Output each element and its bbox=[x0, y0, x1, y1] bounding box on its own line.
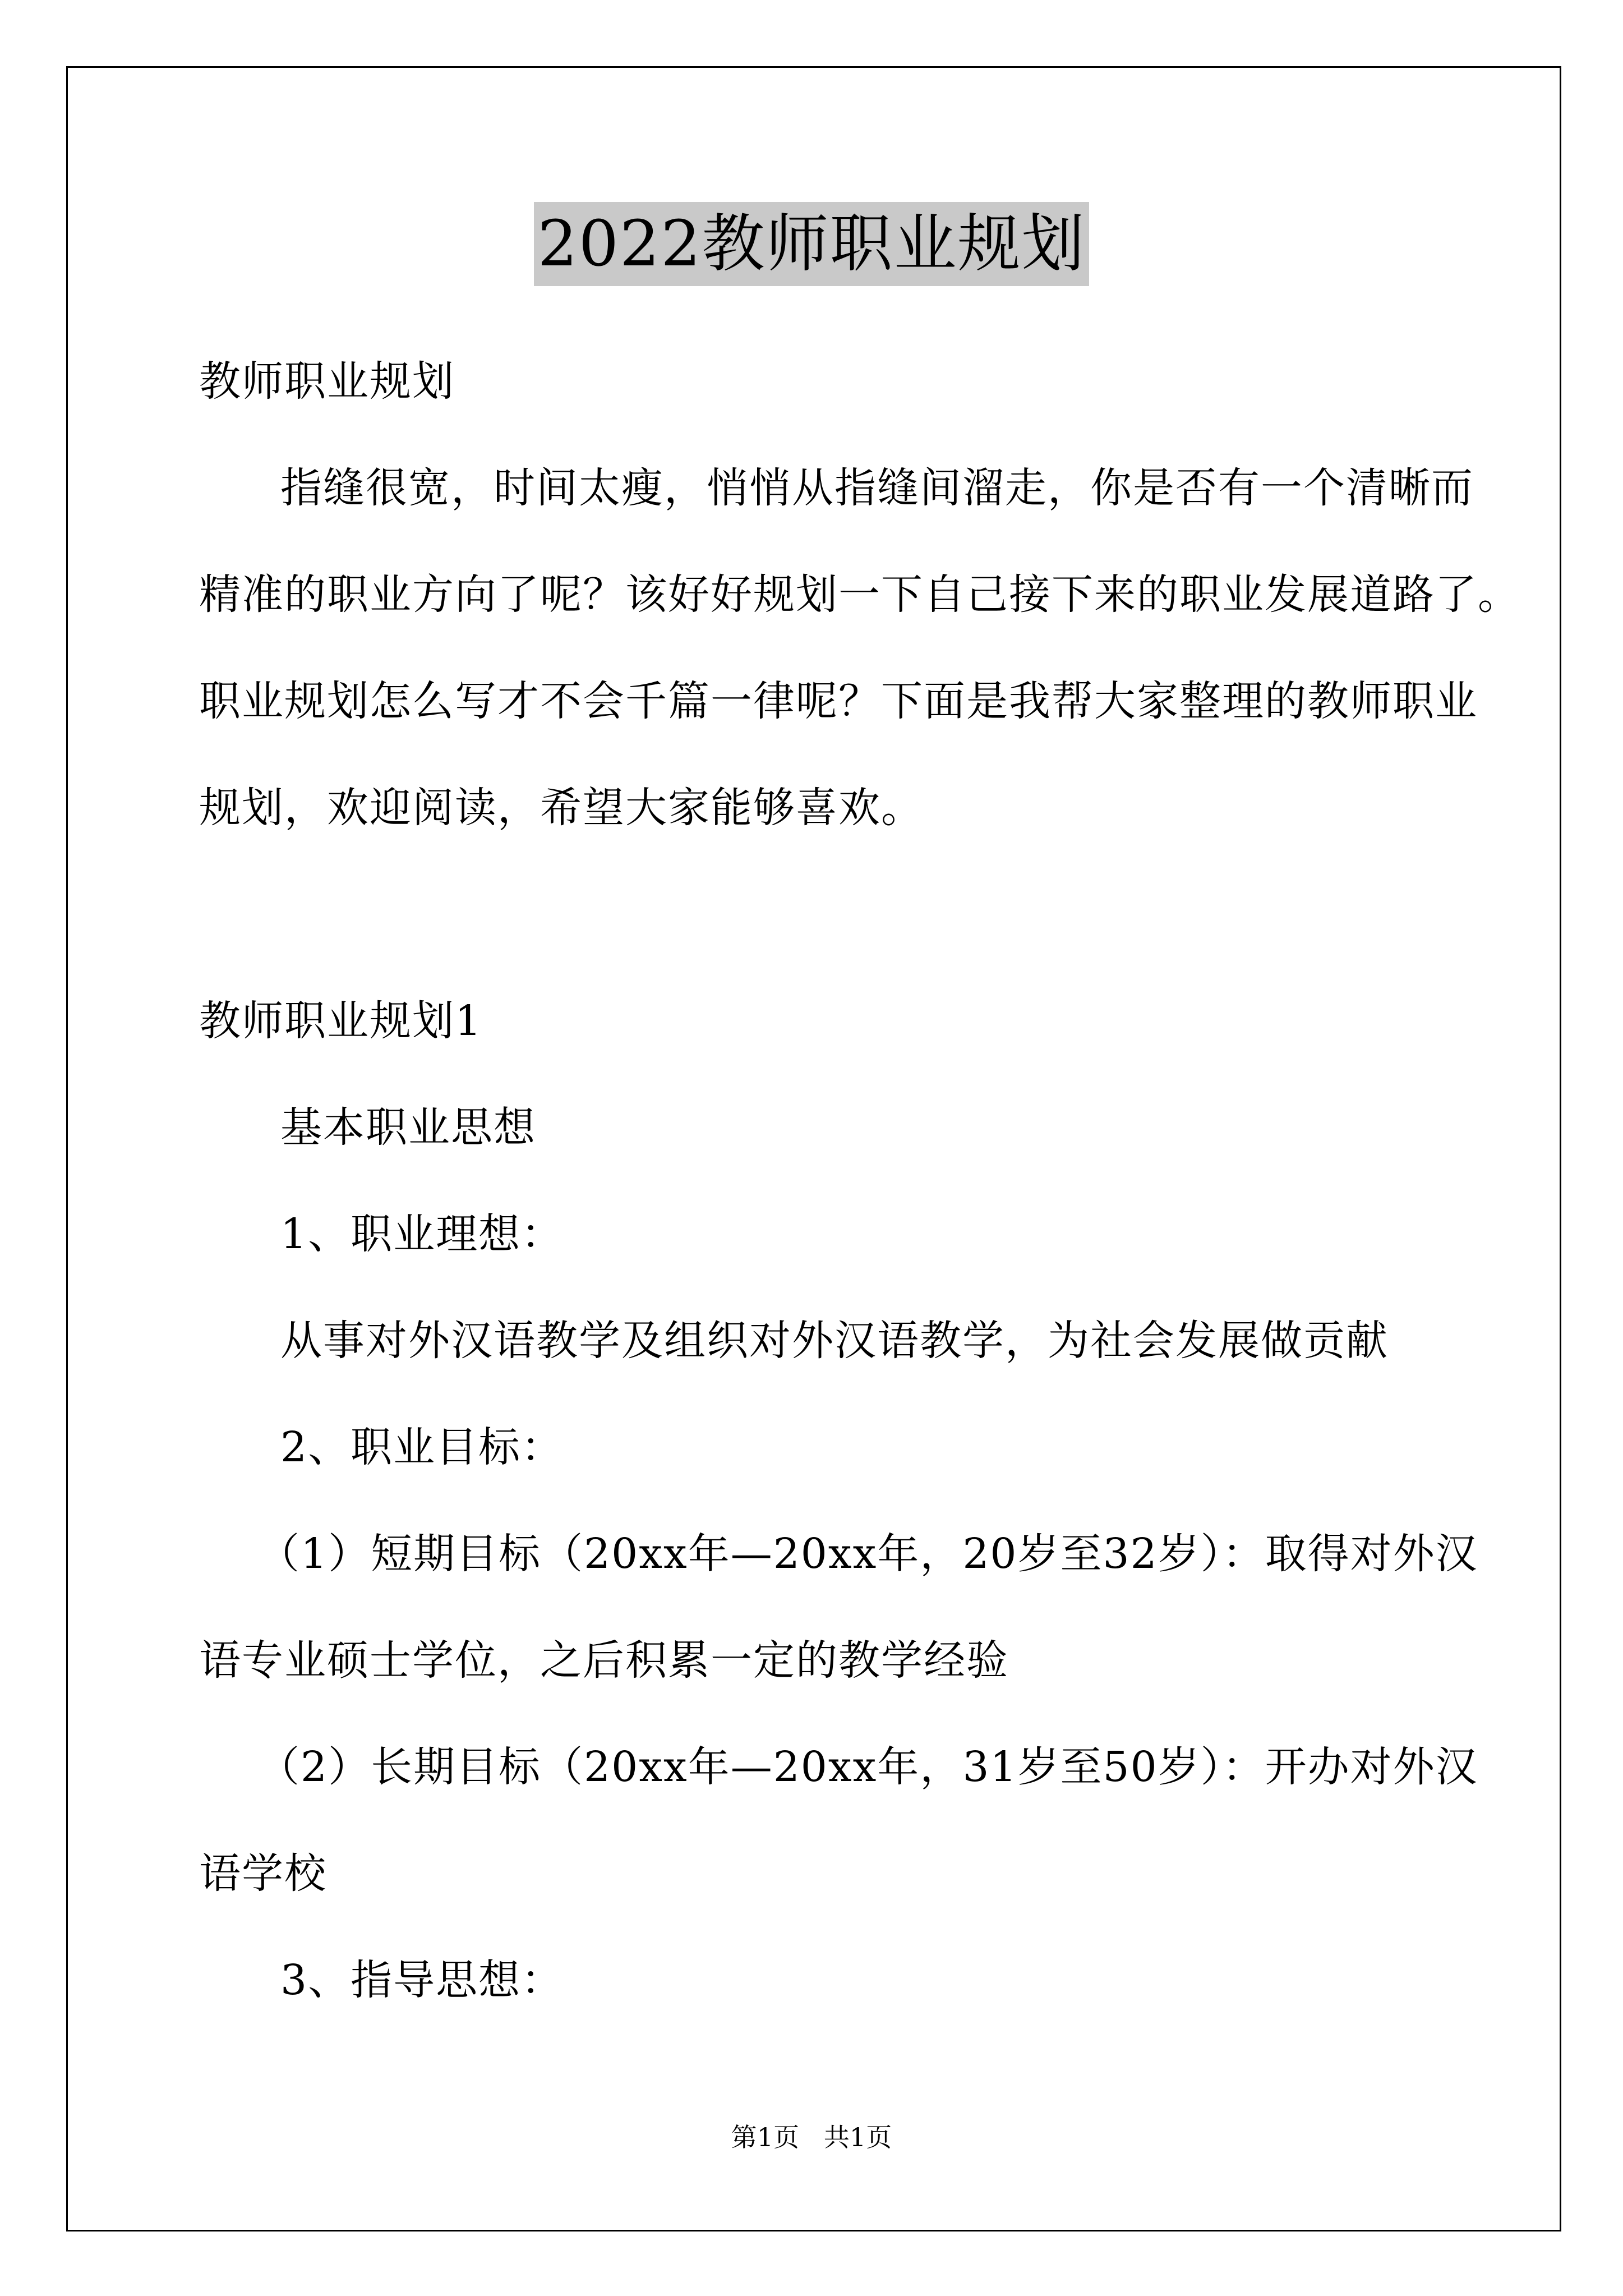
item-2-label: 2、职业目标： bbox=[280, 1423, 564, 1471]
intro-line-3: 职业规划怎么写才不会千篇一律呢？下面是我帮大家整理的教师职业 bbox=[199, 677, 1478, 725]
title-container bbox=[0, 202, 1623, 286]
section-1-heading: 教师职业规划1 bbox=[199, 997, 483, 1045]
long-term-goal-line-1: （2）长期目标（20xx年—20xx年，31岁至50岁）：开办对外汉 bbox=[258, 1743, 1478, 1791]
intro-line-1: 指缝很宽，时间太瘦，悄悄从指缝间溜走，你是否有一个清晰而 bbox=[280, 464, 1474, 512]
subheading-basic-ideas: 基本职业思想 bbox=[280, 1103, 536, 1152]
item-1-label: 1、职业理想： bbox=[280, 1210, 564, 1258]
document-title: 2022教师职业规划 bbox=[534, 202, 1089, 286]
short-term-goal-line-2: 语专业硕士学位，之后积累一定的教学经验 bbox=[199, 1636, 1009, 1685]
short-term-goal-line-1: （1）短期目标（20xx年—20xx年，20岁至32岁）：取得对外汉 bbox=[258, 1530, 1478, 1578]
section-heading: 教师职业规划 bbox=[199, 357, 455, 406]
intro-line-4: 规划，欢迎阅读，希望大家能够喜欢。 bbox=[199, 784, 924, 832]
long-term-goal-line-2: 语学校 bbox=[199, 1849, 327, 1898]
item-3-label: 3、指导思想： bbox=[280, 1956, 564, 2004]
item-1-text: 从事对外汉语教学及组织对外汉语教学，为社会发展做贡献 bbox=[280, 1317, 1389, 1365]
intro-line-2: 精准的职业方向了呢？该好好规划一下自己接下来的职业发展道路了。 bbox=[199, 570, 1520, 619]
page-footer: 第1页 共1页 bbox=[731, 2122, 892, 2152]
